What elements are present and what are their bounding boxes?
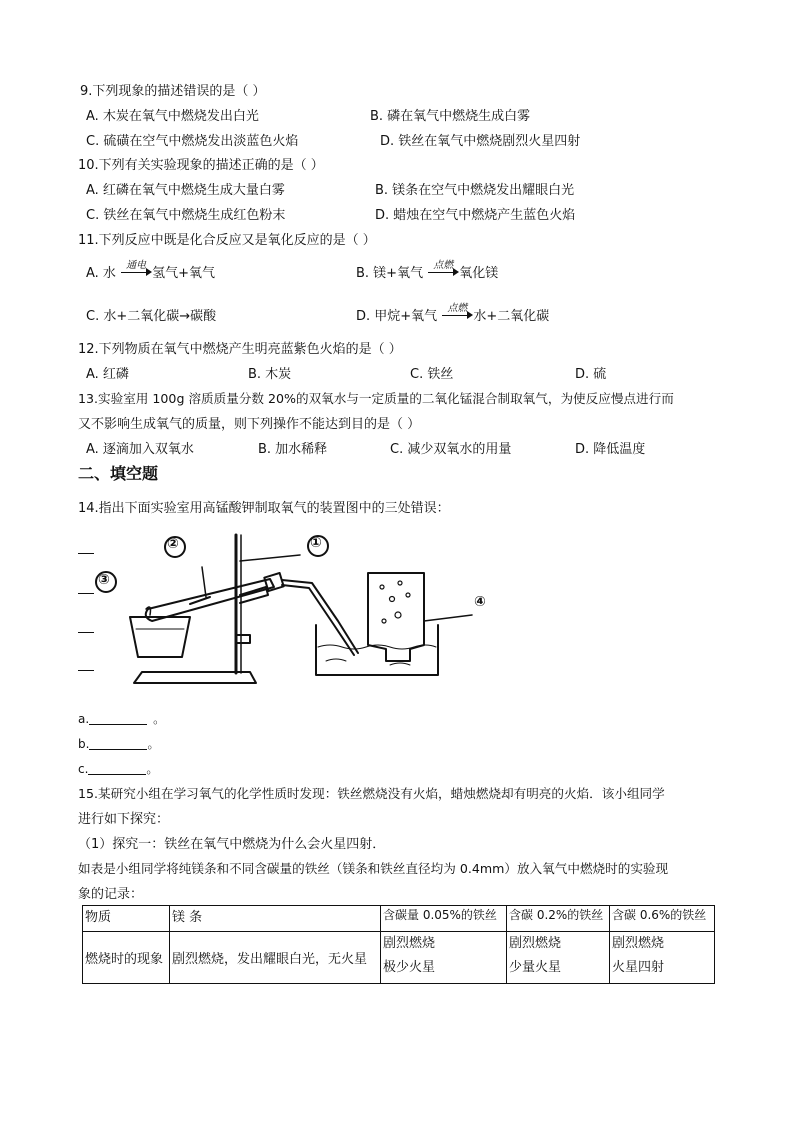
q14-a-suffix: 。 <box>153 712 166 726</box>
q13-stem-line2: 又不影响生成氧气的质量，则下列操作不能达到目的是（ ） <box>78 417 421 432</box>
answer-blank[interactable] <box>89 737 147 750</box>
q9-option-c: C. 硫磺在空气中燃烧发出淡蓝色火焰 <box>86 134 299 149</box>
q12-option-b: B. 木炭 <box>248 367 292 382</box>
table-header-cell: 含碳 0.6%的铁丝 <box>610 906 715 932</box>
q12-option-c: C. 铁丝 <box>410 367 454 382</box>
q11-a-condition: 通电 <box>126 260 147 271</box>
q14-b-prefix: b. <box>78 737 90 751</box>
table-cell <box>610 932 715 984</box>
table-cell-line: 火星四射 <box>612 960 665 975</box>
table-cell-line: 剧烈燃烧 <box>383 936 436 951</box>
q12-option-d: D. 硫 <box>575 367 607 382</box>
q14-blank-a <box>78 710 165 727</box>
q11-b-reactant: B. 镁+氧气 <box>356 266 424 281</box>
q9-option-a: A. 木炭在氧气中燃烧发出白光 <box>86 109 259 124</box>
q11-b-condition: 点燃 <box>433 260 454 271</box>
table-cell-line: 极少火星 <box>383 960 436 975</box>
q14-b-suffix: 。 <box>147 737 160 751</box>
answer-blank[interactable] <box>89 712 147 725</box>
table-row-label: 燃烧时的现象 <box>83 932 170 984</box>
q9-option-b: B. 磷在氧气中燃烧生成白雾 <box>370 109 531 124</box>
figure-label-1: ① <box>310 535 322 551</box>
table-cell-line: 剧烈燃烧 <box>509 936 562 951</box>
q14-a-prefix: a. <box>78 712 90 726</box>
q15-stem-line2: 进行如下探究： <box>78 812 170 827</box>
q14-c-prefix: c. <box>78 762 89 776</box>
reaction-arrow-icon <box>427 260 459 279</box>
q11-option-d <box>356 305 549 324</box>
q11-option-b <box>356 262 498 281</box>
q11-a-reactant: A. 水 <box>86 266 116 281</box>
q11-b-product: 氧化镁 <box>459 266 499 281</box>
q14-blank-b <box>78 735 159 752</box>
q13-option-a: A. 逐滴加入双氧水 <box>86 442 194 457</box>
q10-option-c: C. 铁丝在氧气中燃烧生成红色粉末 <box>86 208 286 223</box>
table-header-cell: 含碳量 0.05%的铁丝 <box>381 906 507 932</box>
q15-desc-line1: 如表是小组同学将纯镁条和不同含碳量的铁丝（镁条和铁丝直径均为 0.4mm）放入氧气中燃烧时的实验现 <box>78 861 669 876</box>
q13-option-d: D. 降低温度 <box>575 442 646 457</box>
reaction-arrow-icon <box>120 260 152 279</box>
q11-option-c: C. 水+二氧化碳→碳酸 <box>86 309 217 324</box>
q10-option-d: D. 蜡烛在空气中燃烧产生蓝色火焰 <box>375 208 576 223</box>
q11-a-product: 氢气+氧气 <box>152 266 215 281</box>
q15-inquiry-1: （1）探究一：铁丝在氧气中燃烧为什么会火星四射． <box>78 837 386 852</box>
q13-option-b: B. 加水稀释 <box>258 442 328 457</box>
q11-stem: 11.下列反应中既是化合反应又是氧化反应的是（ ） <box>78 233 376 248</box>
table-header-cell: 镁 条 <box>170 906 381 932</box>
results-table <box>82 905 715 984</box>
table-row <box>83 932 715 984</box>
q11-d-condition: 点燃 <box>447 303 468 314</box>
oxygen-apparatus-figure <box>90 525 490 690</box>
table-cell-line: 少量火星 <box>509 960 562 975</box>
figure-label-2: ② <box>167 536 179 552</box>
figure-label-3: ③ <box>98 572 110 588</box>
q13-stem-line1: 13.实验室用 100g 溶质质量分数 20%的双氧水与一定质量的二氧化锰混合制取氧气，为使反应慢点进行而 <box>78 391 674 406</box>
q15-stem-line1: 15.某研究小组在学习氧气的化学性质时发现：铁丝燃烧没有火焰，蜡烛燃烧却有明亮的火焰．该小组同学 <box>78 786 665 801</box>
table-cell: 剧烈燃烧，发出耀眼白光，无火星 <box>170 932 381 984</box>
q14-c-suffix: 。 <box>146 762 159 776</box>
answer-blank[interactable] <box>88 762 146 775</box>
q12-option-a: A. 红磷 <box>86 367 129 382</box>
table-cell <box>507 932 610 984</box>
table-cell-line: 剧烈燃烧 <box>612 936 665 951</box>
q10-option-a: A. 红磷在氧气中燃烧生成大量白雾 <box>86 183 285 198</box>
table-header-cell: 物质 <box>83 906 170 932</box>
q15-desc-line2: 象的记录： <box>78 887 144 902</box>
figure-label-4: ④ <box>474 594 486 610</box>
q9-option-d: D. 铁丝在氧气中燃烧剧烈火星四射 <box>380 134 581 149</box>
table-cell <box>381 932 507 984</box>
section-heading: 二、填空题 <box>78 464 159 483</box>
q13-option-c: C. 减少双氧水的用量 <box>390 442 512 457</box>
q14-stem: 14.指出下面实验室用高锰酸钾制取氧气的装置图中的三处错误： <box>78 501 450 516</box>
q12-stem: 12.下列物质在氧气中燃烧产生明亮蓝紫色火焰的是（ ） <box>78 342 402 357</box>
q9-stem: 9.下列现象的描述错误的是（ ） <box>80 84 266 99</box>
q11-option-a <box>86 262 215 281</box>
q11-d-reactant: D. 甲烷+氧气 <box>356 309 438 324</box>
reaction-arrow-icon <box>441 303 473 322</box>
table-header-row <box>83 906 715 932</box>
q10-stem: 10.下列有关实验现象的描述正确的是（ ） <box>78 158 324 173</box>
q11-d-product: 水+二氧化碳 <box>473 309 550 324</box>
q10-option-b: B. 镁条在空气中燃烧发出耀眼白光 <box>375 183 575 198</box>
q14-blank-c <box>78 760 158 777</box>
table-header-cell: 含碳 0.2%的铁丝 <box>507 906 610 932</box>
